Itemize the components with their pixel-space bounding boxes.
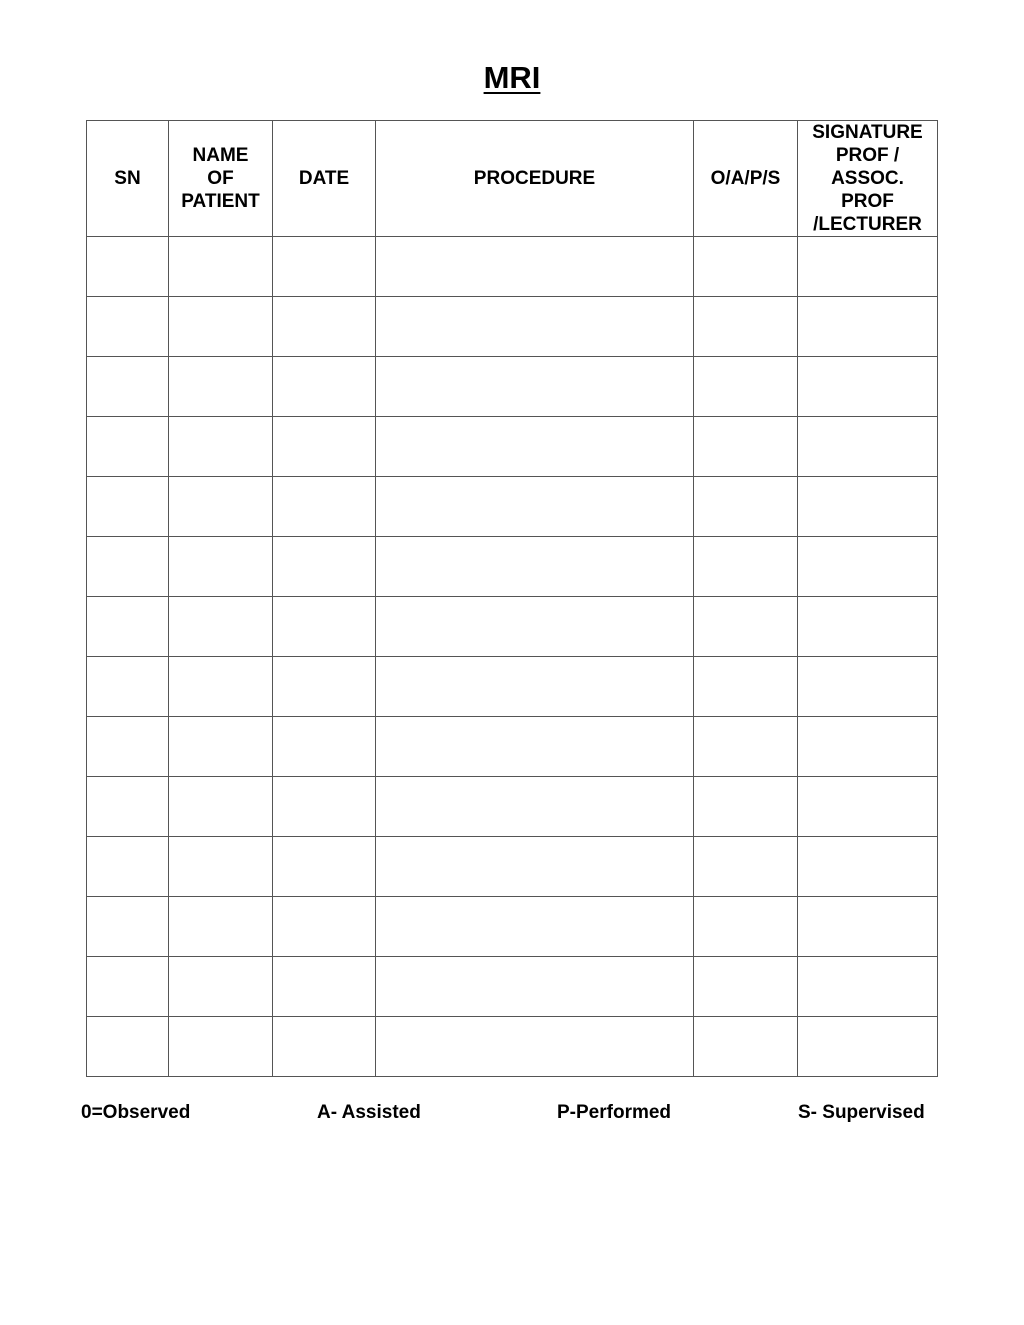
name-cell[interactable] — [169, 237, 273, 297]
date-cell[interactable] — [273, 897, 376, 957]
procedure-cell[interactable] — [376, 957, 694, 1017]
sn-cell[interactable] — [87, 897, 169, 957]
procedure-cell[interactable] — [376, 297, 694, 357]
header-procedure-line: PROCEDURE — [473, 168, 596, 189]
oaps-cell[interactable] — [694, 957, 798, 1017]
date-cell[interactable] — [273, 477, 376, 537]
date-cell[interactable] — [273, 957, 376, 1017]
name-cell[interactable] — [169, 957, 273, 1017]
oaps-cell[interactable] — [694, 237, 798, 297]
date-cell[interactable] — [273, 657, 376, 717]
procedure-cell[interactable] — [376, 657, 694, 717]
table-row — [87, 357, 938, 417]
header-signature-line-5: /LECTURER — [813, 214, 922, 235]
date-cell[interactable] — [273, 237, 376, 297]
procedure-cell[interactable] — [376, 1017, 694, 1077]
header-signature-line-4: PROF — [841, 191, 894, 212]
legend-supervised: S- Supervised — [798, 1102, 925, 1123]
oaps-cell[interactable] — [694, 357, 798, 417]
table-row — [87, 297, 938, 357]
oaps-cell[interactable] — [694, 897, 798, 957]
legend-assisted: A- Assisted — [317, 1102, 421, 1123]
oaps-cell[interactable] — [694, 537, 798, 597]
name-cell[interactable] — [169, 597, 273, 657]
signature-cell[interactable] — [798, 237, 938, 297]
header-name-of-patient — [169, 121, 273, 237]
header-oaps — [694, 121, 798, 237]
sn-cell[interactable] — [87, 537, 169, 597]
mri-log-table — [86, 120, 938, 1077]
date-cell[interactable] — [273, 1017, 376, 1077]
table-row — [87, 597, 938, 657]
signature-cell[interactable] — [798, 297, 938, 357]
signature-cell[interactable] — [798, 657, 938, 717]
oaps-cell[interactable] — [694, 837, 798, 897]
sn-cell[interactable] — [87, 357, 169, 417]
name-cell[interactable] — [169, 297, 273, 357]
header-oaps-line: O/A/P/S — [710, 168, 781, 189]
header-signature-line-2: PROF / — [835, 145, 900, 166]
oaps-cell[interactable] — [694, 597, 798, 657]
header-sn — [87, 121, 169, 237]
sn-cell[interactable] — [87, 597, 169, 657]
sn-cell[interactable] — [87, 297, 169, 357]
oaps-cell[interactable] — [694, 1017, 798, 1077]
signature-cell[interactable] — [798, 1017, 938, 1077]
table-row — [87, 537, 938, 597]
table-row — [87, 777, 938, 837]
signature-cell[interactable] — [798, 957, 938, 1017]
header-sn-line: SN — [114, 168, 141, 189]
table-row — [87, 417, 938, 477]
table-row — [87, 957, 938, 1017]
header-procedure — [376, 121, 694, 237]
procedure-cell[interactable] — [376, 597, 694, 657]
header-signature-line-1: SIGNATURE — [812, 122, 923, 143]
signature-cell[interactable] — [798, 597, 938, 657]
date-cell[interactable] — [273, 777, 376, 837]
date-cell[interactable] — [273, 597, 376, 657]
name-cell[interactable] — [169, 477, 273, 537]
name-cell[interactable] — [169, 357, 273, 417]
table-row — [87, 837, 938, 897]
procedure-cell[interactable] — [376, 237, 694, 297]
sn-cell[interactable] — [87, 237, 169, 297]
date-cell[interactable] — [273, 717, 376, 777]
date-cell[interactable] — [273, 837, 376, 897]
sn-cell[interactable] — [87, 477, 169, 537]
signature-cell[interactable] — [798, 417, 938, 477]
date-cell[interactable] — [273, 357, 376, 417]
oaps-cell[interactable] — [694, 657, 798, 717]
name-cell[interactable] — [169, 537, 273, 597]
oaps-cell[interactable] — [694, 477, 798, 537]
date-cell[interactable] — [273, 297, 376, 357]
header-name-line-1: NAME — [192, 145, 249, 166]
table-row — [87, 237, 938, 297]
sn-cell[interactable] — [87, 837, 169, 897]
sn-cell[interactable] — [87, 1017, 169, 1077]
date-cell[interactable] — [273, 537, 376, 597]
table-row — [87, 477, 938, 537]
sn-cell[interactable] — [87, 417, 169, 477]
table-row — [87, 717, 938, 777]
legend — [0, 1102, 1024, 1128]
legend-observed: 0=Observed — [81, 1102, 191, 1123]
name-cell[interactable] — [169, 657, 273, 717]
table-body — [87, 237, 938, 1077]
sn-cell[interactable] — [87, 777, 169, 837]
header-name-line-2: OF — [207, 168, 234, 189]
date-cell[interactable] — [273, 417, 376, 477]
name-cell[interactable] — [169, 777, 273, 837]
table-row — [87, 1017, 938, 1077]
table-header-row — [87, 121, 938, 237]
table-row — [87, 657, 938, 717]
sn-cell[interactable] — [87, 717, 169, 777]
sn-cell[interactable] — [87, 957, 169, 1017]
name-cell[interactable] — [169, 717, 273, 777]
procedure-cell[interactable] — [376, 537, 694, 597]
signature-cell[interactable] — [798, 357, 938, 417]
signature-cell[interactable] — [798, 897, 938, 957]
signature-cell[interactable] — [798, 717, 938, 777]
header-name-line-3: PATIENT — [181, 191, 260, 212]
procedure-cell[interactable] — [376, 837, 694, 897]
header-signature — [798, 121, 938, 237]
procedure-cell[interactable] — [376, 417, 694, 477]
name-cell[interactable] — [169, 417, 273, 477]
procedure-cell[interactable] — [376, 477, 694, 537]
header-signature-line-3: ASSOC. — [831, 168, 904, 189]
header-date — [273, 121, 376, 237]
procedure-cell[interactable] — [376, 717, 694, 777]
procedure-cell[interactable] — [376, 357, 694, 417]
name-cell[interactable] — [169, 1017, 273, 1077]
name-cell[interactable] — [169, 897, 273, 957]
table-row — [87, 897, 938, 957]
signature-cell[interactable] — [798, 537, 938, 597]
procedure-cell[interactable] — [376, 777, 694, 837]
page-title: MRI — [483, 60, 541, 95]
legend-performed: P-Performed — [557, 1102, 672, 1123]
signature-cell[interactable] — [798, 837, 938, 897]
oaps-cell[interactable] — [694, 717, 798, 777]
name-cell[interactable] — [169, 837, 273, 897]
header-date-line: DATE — [298, 168, 350, 189]
oaps-cell[interactable] — [694, 297, 798, 357]
sn-cell[interactable] — [87, 657, 169, 717]
signature-cell[interactable] — [798, 777, 938, 837]
oaps-cell[interactable] — [694, 777, 798, 837]
oaps-cell[interactable] — [694, 417, 798, 477]
procedure-cell[interactable] — [376, 897, 694, 957]
signature-cell[interactable] — [798, 477, 938, 537]
